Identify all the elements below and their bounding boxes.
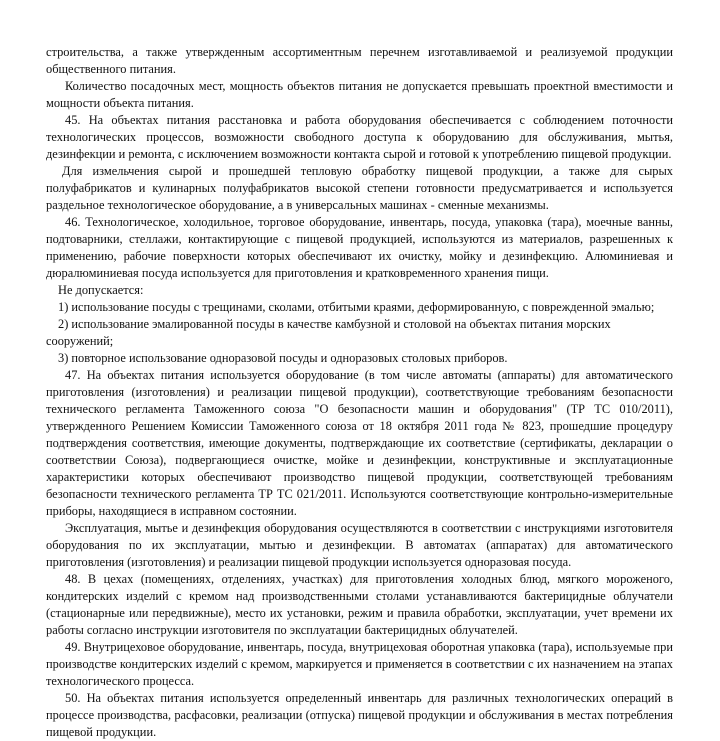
paragraph-seating: Количество посадочных мест, мощность объектов питания не допускается превышать проектной вместимости и мощности объекта питания. <box>46 79 673 110</box>
paragraph-not-allowed: Не допускается: <box>58 283 144 297</box>
paragraph-50: 50. На объектах питания используется определенный инвентарь для различных технологических операций в процессе производства, расфасовки, реализации (отпуска) пищевой продукции и обслуживания в местах потребления пищевой продукции. <box>46 691 673 739</box>
document-page <box>46 44 673 741</box>
paragraph-47: 47. На объектах питания используется оборудование (в том числе автоматы (аппараты) для автоматического приготовления (изготовления) и реализации пищевой продукции), соответствующие требованиям безопасности технического регламента Таможенного союза "О безопасности машин и оборудования" (ТР ТС 010/2011), утвержденного Решением Комиссии Таможенного союза от 18 октября 2011 года № 823, прошедшие процедуру подтверждения соответствия, имеющие документы, подтверждающие их соответствие (сертификаты, декларации о соответствии Союза), подвергающиеся очистке, мойке и дезинфекции, конструктивные и эксплуатационные характеристики которых обеспечивают производство пищевой продукции, соответствующей требованиям безопасности технического регламента ТР ТС 021/2011. Используются соответствующие контрольно-измерительные приборы, находящиеся в исправном состоянии. <box>46 368 673 518</box>
list-item-2: 2) использование эмалированной посуды в качестве камбузной и столовой на объектах питания морских сооружений; <box>46 317 611 348</box>
list-item-1: 1) использование посуды с трещинами, сколами, отбитыми краями, деформированную, с поврежденной эмалью; <box>58 300 655 314</box>
paragraph-continuation: строительства, а также утвержденным ассортиментным перечнем изготавливаемой и реализуемой продукции общественного питания. <box>46 45 673 76</box>
paragraph-45: 45. На объектах питания расстановка и работа оборудования обеспечивается с соблюдением поточности технологических процессов, возможности свободного доступа к оборудованию для обслуживания, мытья, дезинфекции и ремонта, с исключением возможности контакта сырой и готовой к употреблению пищевой продукции. <box>46 113 673 161</box>
paragraph-48: 48. В цехах (помещениях, отделениях, участках) для приготовления холодных блюд, мягкого мороженого, кондитерских изделий с кремом над производственными столами устанавливаются бактерицидные облучатели (стационарные или передвижные), место их установки, режим и правила обработки, эксплуатации, учет времени их работы согласно инструкции изготовителя по эксплуатации бактерицидных облучателей. <box>46 572 673 637</box>
paragraph-47-operation: Эксплуатация, мытье и дезинфекция оборудования осуществляются в соответствии с инструкциями изготовителя оборудования по их эксплуатации, мытью и дезинфекции. В автоматах (аппаратах) для автоматического приготовления (изготовления) и реализации пищевой продукции используется одноразовая посуда. <box>46 521 673 569</box>
paragraph-46: 46. Технологическое, холодильное, торговое оборудование, инвентарь, посуда, упаковка (тара), моечные ванны, подтоварники, стеллажи, контактирующие с пищевой продукцией, используются из материалов, разрешенных к применению, рабочие поверхности которых обеспечивают их очистку, мойку и дезинфекцию. Алюминиевая и дюралюминиевая посуда используется для приготовления и кратковременного хранения пищи. <box>46 215 673 280</box>
list-item-3: 3) повторное использование одноразовой посуды и одноразовых столовых приборов. <box>58 351 508 365</box>
paragraph-45-grinding: Для измельчения сырой и прошедшей тепловую обработку пищевой продукции, а также для сырых полуфабрикатов и кулинарных полуфабрикатов высокой степени готовности предусматривается и используется раздельное технологическое оборудование, а в универсальных машинах - сменные механизмы. <box>46 164 673 212</box>
paragraph-49: 49. Внутрицеховое оборудование, инвентарь, посуда, внутрицеховая оборотная упаковка (тара), используемые при производстве кондитерских изделий с кремом, маркируется и применяется в соответствии с их назначением на этапах технологического процесса. <box>46 640 673 688</box>
